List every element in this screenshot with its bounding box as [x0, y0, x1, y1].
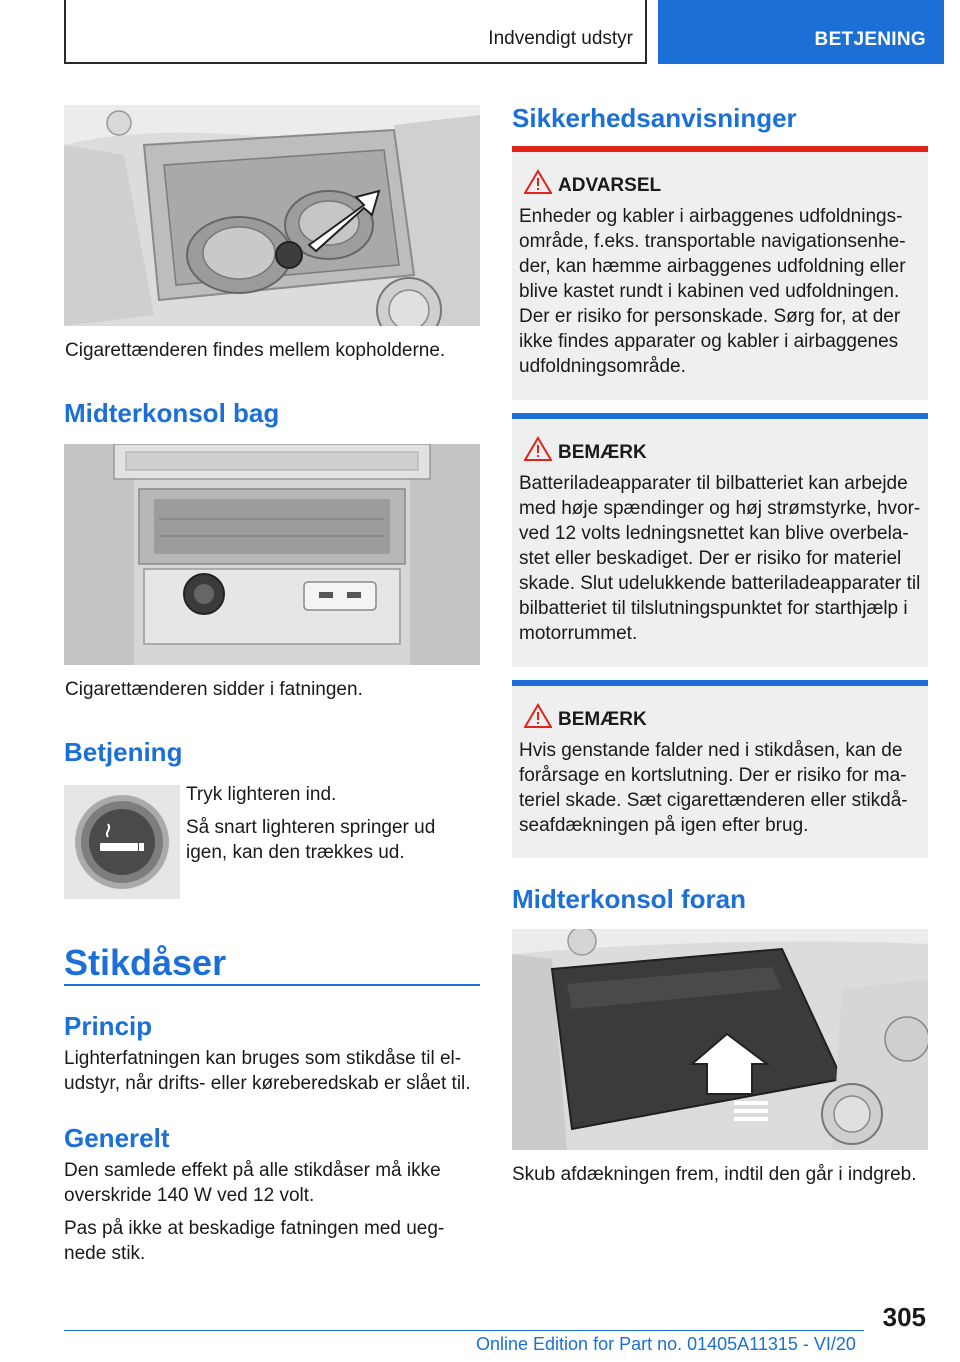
section-tab — [64, 0, 647, 64]
heading-general: Generelt — [64, 1123, 170, 1153]
caption-front-console: Skub afdækningen frem, indtil den går i indgreb. — [512, 1164, 917, 1185]
warning-bar — [512, 146, 928, 152]
rear-console-illustration — [64, 444, 480, 665]
notice-bar — [512, 413, 928, 419]
warning-line: der, kan hæmme airbaggenes udfoldning eller — [519, 256, 906, 277]
heading-sockets: Stikdåser — [64, 942, 227, 983]
warning-triangle-icon — [524, 703, 552, 729]
chapter-tab — [658, 0, 944, 64]
cupholder-lighter-illustration — [64, 105, 480, 326]
principle-line-1: Lighterfatningen kan bruges som stikdåse til el- — [64, 1048, 462, 1069]
chapter-tab-label: BETJENING — [814, 29, 926, 50]
notice-bar — [512, 680, 928, 686]
caption-cupholder: Cigarettænderen findes mellem kopholderne. — [65, 340, 446, 361]
footer-rule — [64, 1330, 864, 1331]
warning-text — [519, 204, 925, 379]
notice-line: motorrummet. — [519, 623, 638, 644]
page-number: 305 — [882, 1302, 926, 1332]
section-tab-label: Indvendigt udstyr — [488, 28, 633, 49]
notice-line: bilbatteriet til tilslutningspunktet for starthjælp i — [519, 598, 908, 619]
warning-line: område, f.eks. transportable navigationsenhe- — [519, 231, 906, 252]
operation-step-2-line-2: igen, kan den trækkes ud. — [186, 842, 405, 863]
heading-operation: Betjening — [64, 737, 183, 767]
notice-line: forårsage en kortslutning. Der er risiko for ma- — [519, 765, 907, 786]
heading-safety: Sikkerhedsanvisninger — [512, 103, 797, 133]
notice-box-battery — [512, 413, 928, 667]
notice-title: BEMÆRK — [558, 709, 647, 730]
general-line-4: nede stik. — [64, 1243, 146, 1264]
warning-title: ADVARSEL — [558, 175, 662, 196]
heading-rear-console: Midterkonsol bag — [64, 398, 280, 428]
notice-line: skade. Slut udelukkende batteriladeapparater til — [519, 573, 921, 594]
operation-step-2-line-1: Så snart lighteren springer ud — [186, 817, 436, 838]
warning-triangle-icon — [524, 436, 552, 462]
notice-text — [519, 738, 925, 838]
warning-line: ikke findes apparater og kabler i airbaggenes — [519, 331, 899, 352]
notice-title: BEMÆRK — [558, 442, 647, 463]
warning-line: blive kastet rundt i kabinen ved udfoldningen. — [519, 281, 900, 302]
heading-principle: Princip — [64, 1011, 153, 1041]
notice-line: ved 12 volts ledningsnettet kan blive overbela- — [519, 523, 909, 544]
principle-line-2: udstyr, når drifts- eller køreberedskab er slået til. — [64, 1073, 471, 1094]
general-line-3: Pas på ikke at beskadige fatningen med ueg- — [64, 1218, 445, 1239]
notice-line: teriel skade. Sæt cigarettænderen eller stikdå- — [519, 790, 908, 811]
warning-line: Der er risiko for personskade. Sørg for, at der — [519, 306, 901, 327]
notice-line: med høje spændinger og høj strømstyrke, hvor- — [519, 498, 921, 519]
general-line-2: overskride 140 W ved 12 volt. — [64, 1185, 315, 1206]
warning-line: Enheder og kabler i airbaggenes udfoldnings- — [519, 206, 903, 227]
lighter-button-illustration — [64, 785, 180, 899]
warning-line: udfoldningsområde. — [519, 356, 686, 377]
notice-line: seafdækningen på igen efter brug. — [519, 815, 809, 836]
footer-edition: Online Edition for Part no. 01405A11315 - VI/20 — [476, 1334, 856, 1354]
warning-box-advarsel — [512, 146, 928, 400]
notice-box-socket — [512, 680, 928, 858]
notice-line: stet eller beskadiget. Der er risiko for materiel — [519, 548, 902, 569]
heading-rule — [64, 984, 480, 986]
general-line-1: Den samlede effekt på alle stikdåser må ikke — [64, 1160, 441, 1181]
operation-step-1: Tryk lighteren ind. — [186, 784, 337, 805]
heading-front-console: Midterkonsol foran — [512, 884, 747, 914]
warning-triangle-icon — [524, 169, 552, 195]
caption-socket: Cigarettænderen sidder i fatningen. — [65, 679, 363, 700]
front-console-illustration — [512, 929, 928, 1150]
notice-text — [519, 471, 925, 646]
notice-line: Hvis genstande falder ned i stikdåsen, kan de — [519, 740, 903, 761]
notice-line: Batteriladeapparater til bilbatteriet kan arbejde — [519, 473, 908, 494]
